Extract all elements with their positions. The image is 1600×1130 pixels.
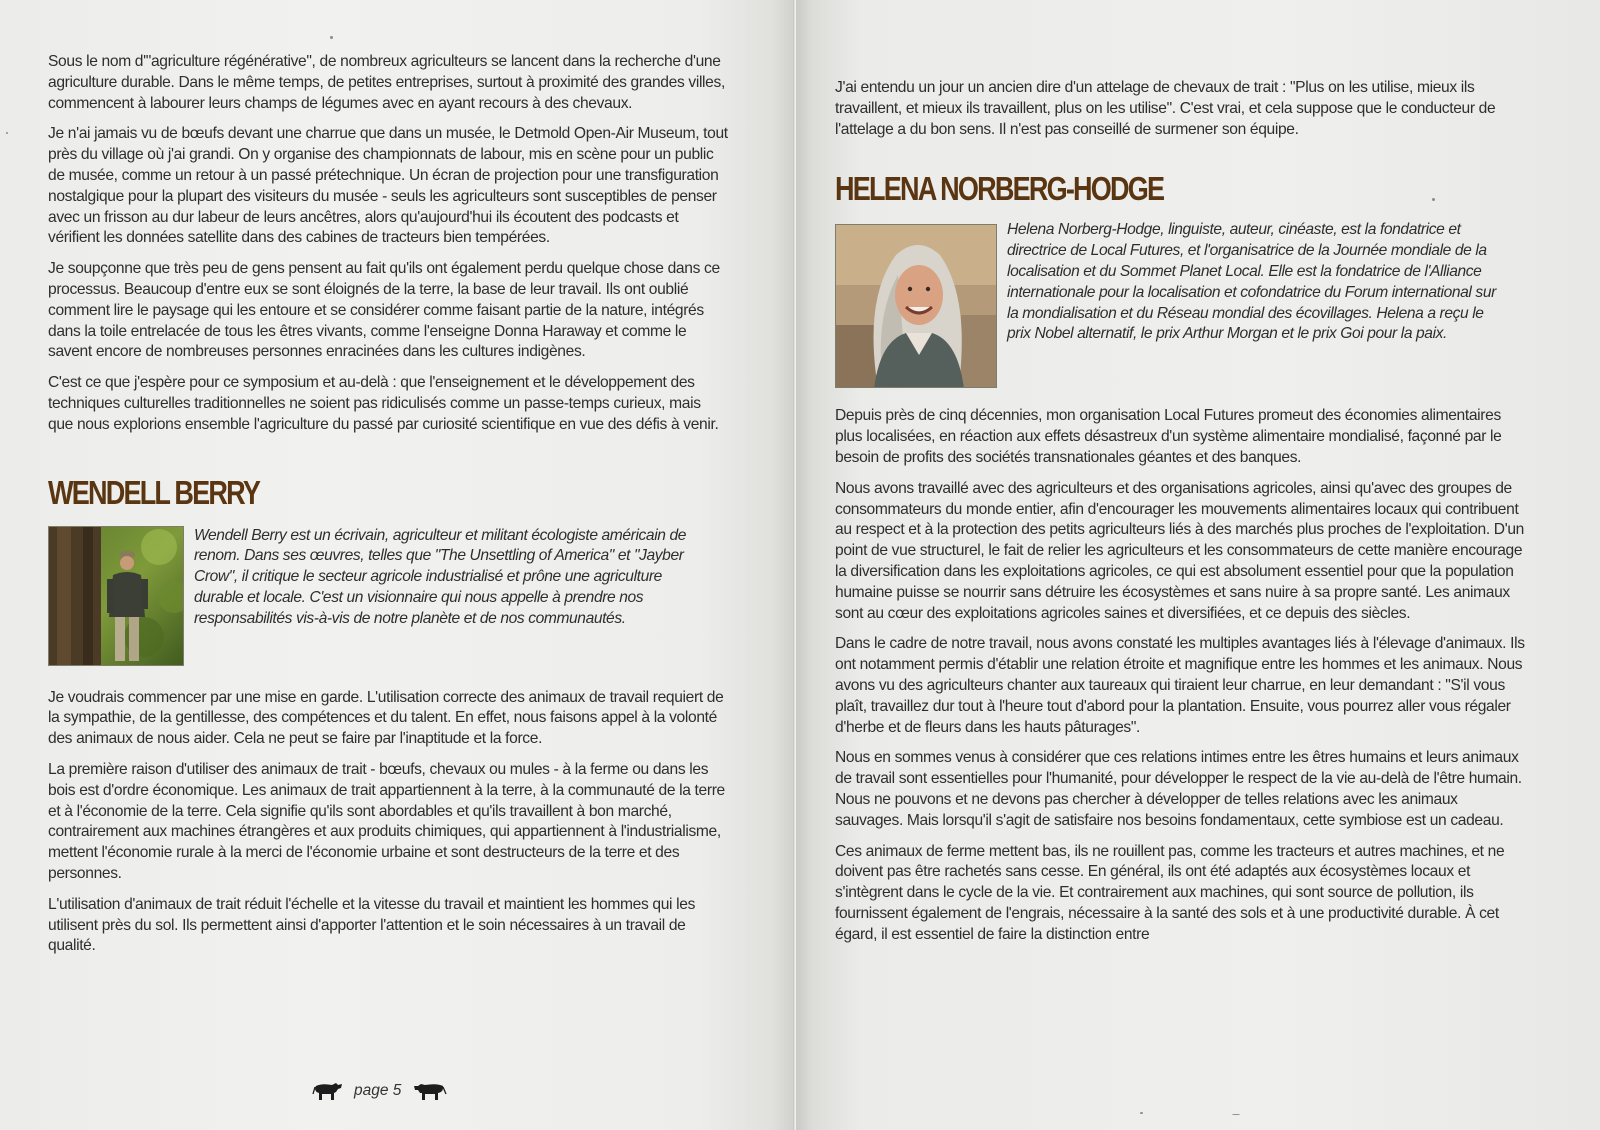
- ox-icon: [411, 1080, 447, 1102]
- section-heading-wendell-berry: WENDELL BERRY: [48, 473, 260, 511]
- author-bio-helena-norberg-hodge: [835, 221, 1525, 390]
- author-bio-wendell-berry: [48, 526, 728, 668]
- berry-paragraph-3: L'utilisation d'animaux de trait réduit l'échelle et la vitesse du travail et maintient les hommes qui les utilisent près du sol. Ils permettent ainsi d'apporter l'attention et le soin nécessaires à un travail de qualité.: [48, 895, 696, 955]
- paper-speck: [1140, 1112, 1143, 1114]
- left-page: [0, 0, 796, 1130]
- portrait-photo-wendell-berry: [48, 526, 184, 666]
- paper-speck: [1432, 198, 1435, 201]
- ox-icon: [312, 1080, 344, 1102]
- page-footer: [312, 1078, 447, 1104]
- paper-speck: [330, 36, 333, 39]
- right-column: [835, 78, 1525, 956]
- intro-paragraph-right: J'ai entendu un jour un ancien dire d'un attelage de chevaux de trait : "Plus on les utilise, mieux ils travaillent, et mieux ils travaillent, plus on les utilise". C'est vrai, et cela suppose que le conducteur de l'attelage a du bon sens. Il n'est pas conseillé de surmener son équipe.: [835, 79, 1496, 138]
- helena-paragraph-3: Dans le cadre de notre travail, nous avons constaté les multiples avantages liés à l'élevage d'animaux. Ils ont notamment permis d'établir une relation étroite et magnifique entre les hommes et les animaux. Nous avons vu des agriculteurs chanter aux taureaux qui tiraient leur charrue, en leur demandant : "S'il vous plaît, travaillez dur tout à l'heure tout d'abord pour la plantation. Ensuite, vous pourrez aller vous régaler d'herbe et de fleurs dans les hauts pâturages".: [835, 635, 1525, 736]
- berry-paragraph-2: La première raison d'utiliser des animaux de trait - bœufs, chevaux ou mules - à la ferme ou dans les bois est d'ordre économique. Les animaux de trait appartiennent à la terre, à la communauté de la terre et à l'économie de la terre. Cela signifie qu'ils sont abordables et qu'ils travaillent à bon marché, contrairement aux machines étrangères et aux produits chimiques, qui appartiennent à l'industrialisme, mettent l'économie rurale à la merci de l'économie urbaine et sont destructeurs de la terre et des personnes.: [48, 760, 725, 882]
- helena-paragraph-2: Nous avons travaillé avec des agriculteurs et des organisations agricoles, ainsi qu'avec des groupes de consommateurs du monde entier, afin d'encourager les mouvements alimentaires locaux qui contribuent au respect et à la protection des petits agriculteurs liés à des marchés plus proches de l'exploitation. D'un point de vue structurel, le fait de relier les agriculteurs et les consommateurs de cette manière encourage la diversification dans les exploitations agricoles, ce qui est absolument essentiel pour que la population humaine puisse se nourrir sans détruire les écosystèmes et sans nuire à sa propre santé. Les animaux sont au cœur des exploitations agricoles saines et diversifiées, et ce depuis des siècles.: [835, 479, 1524, 622]
- bio-text-wendell-berry: Wendell Berry est un écrivain, agriculteur et militant écologiste américain de renom. Dans ses œuvres, telles que "The Unsettling of America" et "Jayber Crow", il critique le secteur agricole industrialisé et prône une agriculture durable et locale. C'est un visionnaire qui nous appelle à prendre nos responsabilités vis-à-vis de notre planète et de nos communautés.: [194, 526, 687, 627]
- berry-paragraph-1: Je voudrais commencer par une mise en garde. L'utilisation correcte des animaux de travail requiert de la sympathie, de la gentillesse, des compétences et du talent. En effet, nous faisons appel à la volonté des animaux de nous aider. Cela ne peut se faire par l'inaptitude et la force.: [48, 688, 724, 748]
- section-heading-helena-norberg-hodge: HELENA NORBERG-HODGE: [835, 170, 1164, 208]
- helena-paragraph-4: Nous en sommes venus à considérer que ces relations intimes entre les êtres humains et leurs animaux de travail sont essentielles pour l'humanité, pour développer le respect de la vie au-delà de l'être humain. Nous ne pouvons et ne devons pas chercher à développer de telles relations avec les animaux sauvages. Mais lorsqu'il s'agit de satisfaire nos besoins fondamentaux, cette symbiose est un cadeau.: [835, 749, 1522, 829]
- bio-text-helena-norberg-hodge: Helena Norberg-Hodge, linguiste, auteur, cinéaste, est la fondatrice et directrice de Local Futures, et l'organisatrice de la Journée mondiale de la localisation et du Sommet Planet Local. Elle est la fondatrice de l'Alliance internationale pour la localisation et cofondatrice du Forum international sur la mondialisation et du Réseau mondial des écovillages. Helena a reçu le prix Nobel alternatif, le prix Arthur Morgan et le prix Goi pour la paix.: [1007, 221, 1496, 343]
- intro-paragraph-4: C'est ce que j'espère pour ce symposium et au-delà : que l'enseignement et le développement des techniques culturelles traditionnelles ne soient pas ridiculisés comme un passe-temps curieux, mais que nous explorions ensemble l'agriculture du passé par curiosité scientifique en vue des défis à venir.: [48, 374, 719, 433]
- intro-paragraph-1: Sous le nom d'"agriculture régénérative", de nombreux agriculteurs se lancent dans la recherche d'une agriculture durable. Dans le même temps, de petites entreprises, surtout à proximité des grandes villes, commencent à labourer leurs champs de légumes avec en ayant recours à des chevaux.: [48, 53, 725, 112]
- intro-paragraph-2: Je n'ai jamais vu de bœufs devant une charrue que dans un musée, le Detmold Open-Air Museum, tout près du village où j'ai grandi. On y organise des championnats de labour, mis en scène pour un public de musée, comme un retour à un passé prétechnique. Un écran de projection pour une transfiguration nostalgique pour la plupart des visiteurs du musée - seuls les agriculteurs sont susceptibles de penser avec un frisson au dur labeur de leurs ancêtres, alors qu'aujourd'hui ils écoutent des podcasts et vérifient les données satellite dans des cabines de tracteurs bien tempérées.: [48, 125, 728, 247]
- left-column: [48, 52, 728, 967]
- helena-paragraph-1: Depuis près de cinq décennies, mon organisation Local Futures promeut des économies alimentaires plus localisées, en réaction aux effets désastreux d'un système alimentaire mondialisé, façonné par le besoin de profits des sociétés transnationales géantes et des banques.: [835, 407, 1502, 466]
- page-number: page 5: [354, 1082, 402, 1099]
- paper-speck: [6, 132, 8, 134]
- intro-paragraph-3: Je soupçonne que très peu de gens pensent au fait qu'ils ont également perdu quelque chose dans ce processus. Beaucoup d'entre eux se sont éloignés de la terre, la base de leur travail. Ils ont oublié comment lire le paysage qui les entoure et se considérer comme faisant partie de la nature, intégrés dans la toile entrelacée de tous les êtres vivants, comme l'enseigne Donna Haraway et comme le savent encore de nombreuses personnes enracinées dans les cultures indigènes.: [48, 260, 720, 361]
- portrait-photo-helena-norberg-hodge: [835, 224, 997, 388]
- paper-speck: [1232, 1114, 1240, 1115]
- helena-paragraph-5: Ces animaux de ferme mettent bas, ils ne rouillent pas, comme les tracteurs et autres machines, et ne doivent pas être rachetés sans cesse. En général, ils ont été adaptés aux écosystèmes locaux et s'intègrent dans le cycle de la vie. Et contrairement aux machines, qui sont source de pollution, ils fournissent également de l'engrais, nécessaire à la santé des sols et à une productivité durable. À cet égard, il est essentiel de faire la distinction entre: [835, 842, 1505, 943]
